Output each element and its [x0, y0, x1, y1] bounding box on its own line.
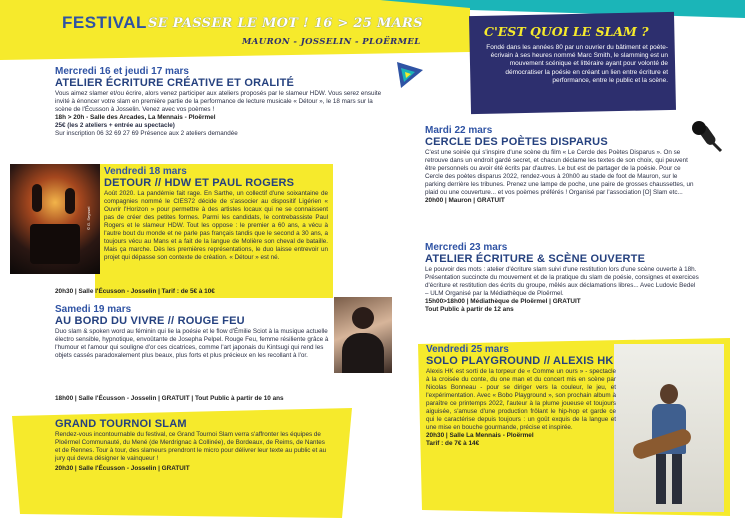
event1-time: 18h > 20h - Salle des Arcades, La Mennais - Ploërmel	[55, 114, 216, 121]
event7-description: Alexis HK est sorti de la torpeur de « Comme un ours » - spectacle à la croisée du conte, du one man et du concert mis en scène par Nicolas Bonneau - pour se diriger vers la couleur, le jeu, et l'expérimentation. Avec « Bobo Playground », son prochain album à paraître ce printemps 2022, l'auteur à la plume joueuse et toujours aiguisée, s'amuse d'une production frôlant le hip-hop et garde ce qui le caractérise depuis toujours : un goût exquis de la langue et une mise en bouche gourmande, précise et inspirée.	[426, 368, 616, 431]
event1-description: Vous aimez slamer et/ou écrire, alors venez participer aux ateliers proposés par le slameur HDW. Vous serez ensuite invité à énoncer votre slam en première partie de la performance de lecture musicale « Détour », le 18 mars sur la scène de l'Écusson à Josselin. Venez avec vos poèmes !	[55, 90, 382, 113]
event1-title: ATELIER ÉCRITURE CRÉATIVE ET ORALITÉ	[55, 77, 295, 89]
event7-info: 20h30 | Salle La Mennais - Ploërmel	[426, 432, 534, 439]
event2-info: 20h30 | Salle l'Écusson - Josselin | Tarif : de 5€ à 10€	[55, 288, 215, 295]
event3-title: AU BORD DU VIVRE // ROUGE FEU	[55, 315, 245, 327]
event3-date: Samedi 19 mars	[55, 304, 132, 315]
event6-date: Mercredi 23 mars	[425, 242, 508, 253]
event5-description: C'est une soirée qui s'inspire d'une scène du film « Le Cercle des Poètes Disparus ». On se retrouve dans un endroit gardé secret, et chacun déclame les textes de son choix, qui peuvent être personnels ou avoir été écrits par d'autres. Le but est de partager de la poésie. Pour ce Cercle des poètes disparus 2022, rendez-vous à 20h00 au stade de foot de Mauron, sur le parking derrière les tribunes. Prenez une lampe de poche, une paire de grosses chaussettes, un plaid ou une couverture... et vos poèmes préférés ! Organisé par l'association [O] Slam etc...	[425, 149, 694, 196]
slam-box-text: Fondé dans les années 80 par un ouvrier du bâtiment et poète-écrivain à ses heures nommé Marc Smith, le slamming est un mouvement scénique et littéraire ayant pour volonté de démocratiser la poésie en créant un lien entre écriture et performance, entre le public et la scène.	[486, 44, 668, 84]
event7-title: SOLO PLAYGROUND // ALEXIS HK	[426, 355, 614, 367]
event1-price: 25€ (les 2 ateliers + entrée au spectacle)	[55, 122, 175, 129]
event6-description: Le pouvoir des mots : atelier d'écriture slam suivi d'une restitution lors d'une scène ouverte à 18h. Présentation succincte du mouvement et de la pratique du slam de poésie, consignes et exercices d'écriture et restitution des écrits du groupe, mêlés aux déclamations libres... Avec Ludovic Bedel – ULM Organisé par la Médiathèque de Ploërmel.	[425, 266, 699, 297]
festival-tagline: SE PASSER LE MOT ! 16 > 25 MARS	[148, 16, 423, 31]
event6-public: Tout Public à partir de 12 ans	[425, 306, 514, 313]
event6-info: 15h00>18h00 | Médiathèque de Ploërmel | GRATUIT	[425, 298, 581, 305]
event3-photo	[334, 297, 392, 373]
event2-date: Vendredi 18 mars	[104, 166, 187, 177]
event4-info: 20h30 | Salle l'Écusson - Josselin | GRATUIT	[55, 465, 190, 472]
event5-date: Mardi 22 mars	[425, 125, 493, 136]
event7-photo	[614, 344, 724, 512]
slam-box-title: C'EST QUOI LE SLAM ?	[484, 24, 649, 39]
event5-info: 20h00 | Mauron | GRATUIT	[425, 197, 505, 204]
event7-price: Tarif : de 7€ à 14€	[426, 440, 480, 447]
event2-photo-credit: © G. Seyssel	[86, 206, 91, 230]
triangle-decoration-icon	[395, 60, 425, 92]
event3-info: 18h00 | Salle l'Écusson - Josselin | GRATUIT | Tout Public à partir de 10 ans	[55, 395, 284, 402]
event4-title: GRAND TOURNOI SLAM	[55, 418, 187, 430]
festival-locations: MAURON - JOSSELIN - PLOËRMEL	[242, 37, 421, 47]
event5-title: CERCLE DES POÈTES DISPARUS	[425, 136, 608, 148]
event2-description: Août 2020. La pandémie fait rage. En Sarthe, un collectif d'une soixantaine de compagnies nommé le CIES72 décide de s'associer au dispositif Ligérien « Ouvrir l'Horizon » pour permettre à des artistes locaux qui ne se connaissent pas de créer des petites formes. Parmi les candidats, le contrebassiste Paul Rogers et le slameur HDW. Tout les oppose : le premier a 60 ans, a vécu à l'autre bout du monde et ne parle pas français tandis que le second a 30 ans, a toujours vécu au Mans et a fait de la langue de Molière son cheval de bataille. Mais ça marche. Dès les premières représentations, le duo laisse entrevoir un projet qui dépasse son contexte de création. « Détour » est né.	[104, 190, 328, 261]
event3-description: Duo slam & spoken word au féminin qui lie la poésie et le flow d'Émilie Sciot à la musique actuelle électro sensible, hypnotique, envoûtante de Josepha Pelpel. Rouge Feu, femme résiliente grâce à l'humour et l'amour qui souligne d'or ces cicatrices, comme l'art japonais du Kintsugi qui rend les objets cassés paradoxalement plus beaux, plus forts et plus précieux en les recollant à l'or.	[55, 328, 329, 359]
festival-label: FESTIVAL	[62, 13, 147, 32]
event1-reservation: Sur inscription 06 32 69 27 69 Présence aux 2 ateliers demandée	[55, 130, 238, 137]
event4-description: Rendez-vous incontournable du festival, ce Grand Tournoi Slam verra s'affronter les équipes de Ploërmel Communauté, du Mené (de Merdrignac à Collinée), de Bordeaux, de Reims, de Nantes et de Rennes. Tour à tour, des slameurs prendront le micro pour délivrer leur texte au public et au jury qui devra désigner le vainqueur !	[55, 431, 327, 462]
event6-title: ATELIER ÉCRITURE & SCÈNE OUVERTE	[425, 253, 646, 265]
event1-date: Mercredi 16 et jeudi 17 mars	[55, 66, 189, 77]
event7-date: Vendredi 25 mars	[426, 344, 509, 355]
event2-title: DETOUR // HDW ET PAUL ROGERS	[104, 177, 295, 189]
